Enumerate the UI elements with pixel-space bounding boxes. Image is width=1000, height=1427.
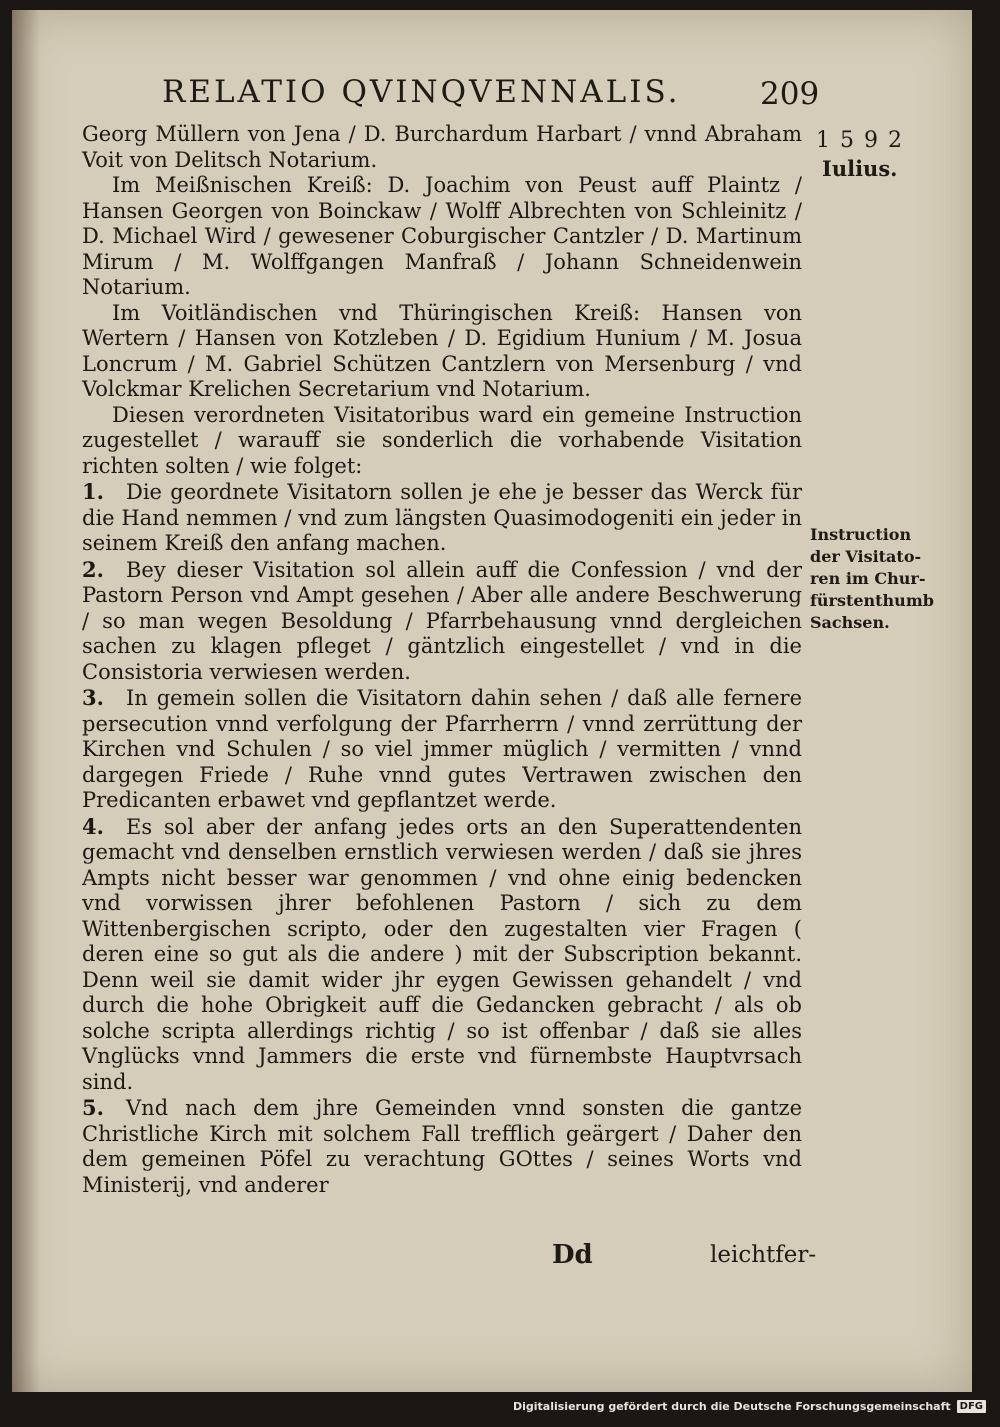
paragraph <box>82 173 802 301</box>
paragraph-text: In gemein sollen die Visitatorn dahin sehen / daß alle fernere persecution vnnd verfolgung der Pfarrherrn / vnnd zerrüttung der Kirchen vnd Schulen / so viel jmmer müglich / vermitten / vnnd dargegen Friede / Ruhe vnnd gutes Vertrawen zwischen den Predicanten erbawet vnd gepflantzet werde. <box>82 686 802 812</box>
item-number: 2. <box>82 556 104 582</box>
marginal-note-line: ren im Chur- <box>810 569 926 588</box>
paragraph-text: Bey dieser Visitation sol allein auff die Confession / vnd der Pastorn Person vnd Ampt gesehen / Aber alle andere Beschwerung / so man wegen Besoldung / Pfarrbehausung vnnd dergleichen sachen zu klagen pfleget / gäntzlich eingestellet / vnd in die Consistoria verwiesen werden. <box>82 557 802 684</box>
digitization-footer <box>513 1400 986 1413</box>
numbered-item <box>82 1095 802 1198</box>
marginal-note-line: der Visitato- <box>810 547 922 566</box>
margin-month: Iulius. <box>822 156 898 181</box>
catchword: leichtfer- <box>710 1242 817 1268</box>
paragraph <box>82 301 802 403</box>
paragraph-text: Im Voitländischen vnd Thüringischen Kreiß: Hansen von Wertern / Hansen von Kotzleben / D. Egidium Hunium / M. Josua Loncrum / M. Gabriel Schützen Cantzlern von Mersenburg / vnd Volckmar Krelichen Secretarium vnd Notarium. <box>82 300 802 401</box>
body-text <box>82 122 802 1198</box>
paragraph-text: Georg Müllern von Jena / D. Burchardum Harbart / vnnd Abraham Voit von Delitsch Notarium. <box>82 122 802 172</box>
numbered-item <box>82 557 802 686</box>
footer-credit: Digitalisierung gefördert durch die Deutsche Forschungsgemeinschaft <box>512 1400 951 1413</box>
numbered-item <box>82 685 802 814</box>
item-number: 4. <box>82 813 104 839</box>
item-number: 1. <box>82 479 104 504</box>
paragraph-text: Es sol aber der anfang jedes orts an den Superattendenten gemacht vnd denselben ernstlich verwiesen werden / daß sie jhres Ampts nicht besser war genommen / vnd ohne einig bedencken vnd vorwissen jhrer befohlenen Pastorn / sich zu dem Wittenbergischen scripto, oder den zugestalten vier Fragen ( deren eine so gut als die andere ) mit der Subscription bekannt. Denn weil sie damit wider jhr eygen Gewissen gehandelt / vnd durch die hohe Obrigkeit auff die Gedancken gebracht / als ob solche scripta allerdings richtig / so ist offenbar / daß sie alles Vnglücks vnnd Jammers die erste vnd fürnembste Hauptvrsach sind. <box>82 814 802 1094</box>
numbered-item <box>82 479 802 557</box>
paragraph-text: Vnd nach dem jhre Gemeinden vnnd sonsten die gantze Christliche Kirch mit solchem Fall trefflich geärgert / Daher den dem gemeinen Pöfel zu verachtung GOttes / seines Worts vnd Ministerij, vnd anderer <box>82 1096 802 1197</box>
paragraph <box>82 403 802 480</box>
margin-year: 1592 <box>816 128 912 153</box>
marginal-note-line: Instruction <box>810 525 912 544</box>
paragraph-text: Diesen verordneten Visitatoribus ward ein gemeine Instruction zugestellet / warauff sie sonderlich die vorhabende Visitation richten solten / wie folget: <box>82 402 802 478</box>
paragraph-text: Im Meißnischen Kreiß: D. Joachim von Peust auff Plaintz / Hansen Georgen von Boinckaw / Wolff Albrechten von Schleinitz / D. Michael Wird / gewesener Coburgischer Cantzler / D. Martinum Mirum / M. Wolffgangen Manfraß / Johann Schneidenwein Notarium. <box>82 173 802 299</box>
dfg-logo: DFG <box>957 1400 986 1413</box>
signature-mark: Dd <box>552 1240 593 1270</box>
page-number: 209 <box>760 76 820 112</box>
marginal-note-line: fürstenthumb <box>810 591 934 610</box>
item-number: 5. <box>82 1095 104 1120</box>
marginal-note-line: Sachsen. <box>810 613 890 632</box>
paragraph-text: Die geordnete Visitatorn sollen je ehe je besser das Werck für die Hand nemmen / vnd zum längsten Quasimodogeniti ein jeder in seinem Kreiß den anfang machen. <box>82 480 802 555</box>
running-head: RELATIO QVINQVENNALIS. <box>162 74 681 110</box>
marginal-note <box>810 524 950 634</box>
spine-shadow <box>12 10 40 1392</box>
numbered-item <box>82 814 802 1096</box>
paragraph <box>82 122 802 173</box>
item-number: 3. <box>82 685 104 710</box>
